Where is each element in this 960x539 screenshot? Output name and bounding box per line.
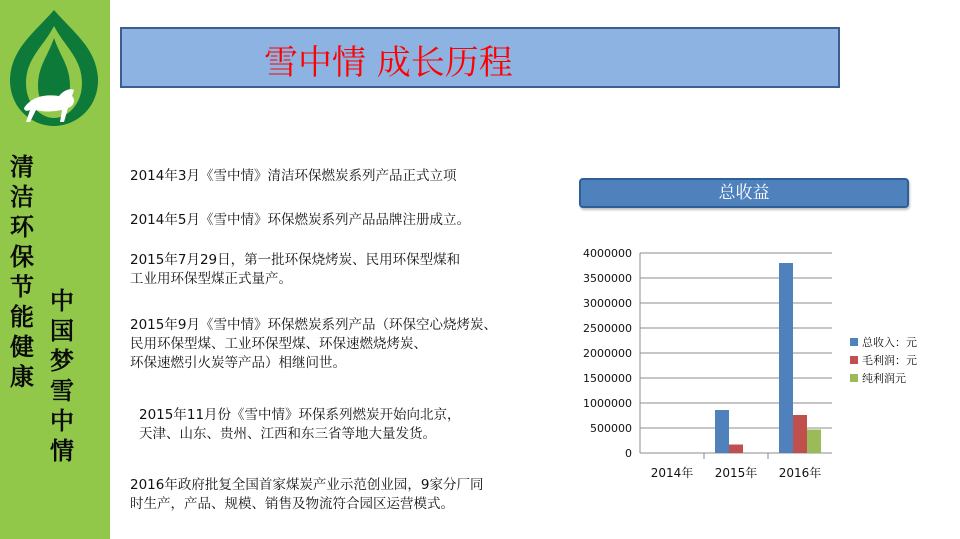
legend-label: 毛利润：元 bbox=[862, 354, 917, 367]
x-tick-label: 2014年 bbox=[650, 466, 694, 480]
timeline-item-1: 2014年3月《雪中情》清洁环保燃炭系列产品正式立项 bbox=[130, 168, 457, 184]
timeline-item-6: 2016年政府批复全国首家煤炭产业示范创业园，9家分厂同 时生产，产品、规模、销售及物流符合园区运营模式。 bbox=[130, 477, 484, 512]
x-tick-label: 2016年 bbox=[778, 466, 822, 480]
chart-legend bbox=[850, 335, 917, 385]
legend-swatch bbox=[850, 356, 858, 364]
y-tick-label: 4000000 bbox=[583, 247, 632, 260]
slogan-left: 清洁环保节能健康 bbox=[10, 152, 34, 391]
title-banner bbox=[120, 27, 840, 88]
x-tick-label: 2015年 bbox=[714, 466, 758, 480]
chart-bars bbox=[715, 263, 821, 453]
legend-label: 纯利润元 bbox=[862, 372, 906, 385]
y-tick-label: 2000000 bbox=[583, 347, 632, 360]
legend-label: 总收入：元 bbox=[862, 336, 917, 349]
legend-swatch bbox=[850, 374, 858, 382]
bar bbox=[793, 415, 807, 453]
x-axis-ticks bbox=[651, 453, 822, 480]
bar bbox=[779, 263, 793, 453]
timeline-item-4: 2015年9月《雪中情》环保燃炭系列产品（环保空心烧烤炭、 民用环保型煤、工业环保型煤、环保速燃烧烤炭、 环保速燃引火炭等产品）相继问世。 bbox=[130, 317, 497, 371]
slogan-right: 中国梦雪中情 bbox=[50, 286, 74, 465]
logo-icon bbox=[4, 8, 104, 128]
y-axis-ticks bbox=[583, 247, 632, 460]
timeline-item-2: 2014年5月《雪中情》环保燃炭系列产品品牌注册成立。 bbox=[130, 212, 470, 228]
chart-title: 总收益 bbox=[579, 178, 909, 208]
page-title: 雪中情 成长历程 bbox=[264, 43, 513, 83]
legend-swatch bbox=[850, 338, 858, 346]
y-tick-label: 1500000 bbox=[583, 372, 632, 385]
y-tick-label: 3000000 bbox=[583, 297, 632, 310]
y-tick-label: 2500000 bbox=[583, 322, 632, 335]
bar bbox=[729, 445, 743, 454]
timeline-item-3: 2015年7月29日，第一批环保烧烤炭、民用环保型煤和 工业用环保型煤正式量产。 bbox=[130, 252, 461, 287]
y-tick-label: 0 bbox=[625, 447, 632, 460]
y-tick-label: 500000 bbox=[590, 422, 632, 435]
y-tick-label: 3500000 bbox=[583, 272, 632, 285]
bar bbox=[715, 410, 729, 453]
timeline-item-5: 2015年11月份《雪中情》环保系列燃炭开始向北京， 天津、山东、贵州、江西和东三省等地大量发货。 bbox=[139, 407, 461, 442]
revenue-chart bbox=[570, 240, 930, 500]
y-tick-label: 1000000 bbox=[583, 397, 632, 410]
sidebar bbox=[0, 0, 110, 539]
bar bbox=[807, 430, 821, 454]
